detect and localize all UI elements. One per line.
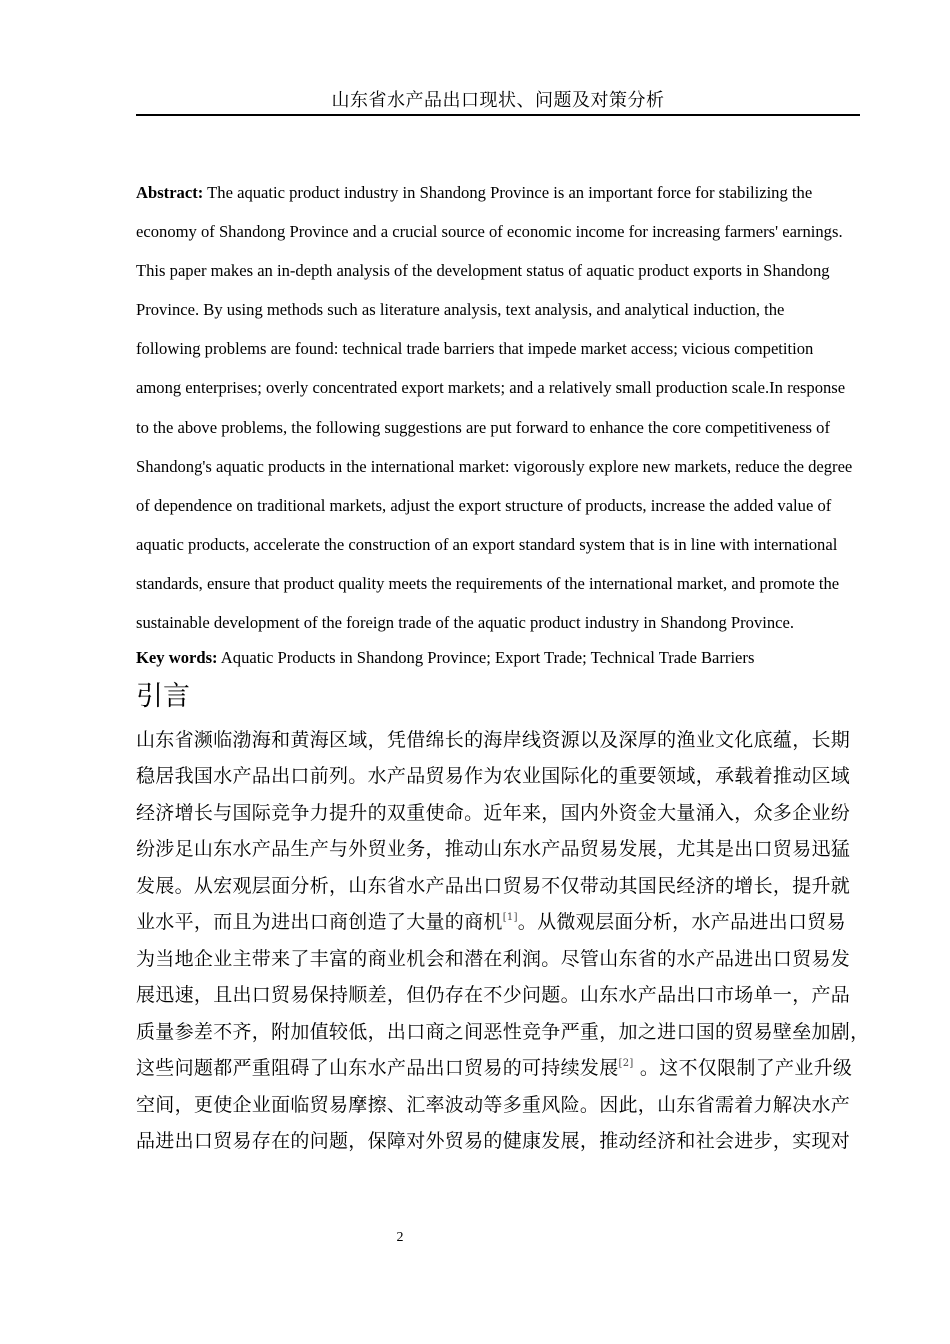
abstract-line: economy of Shandong Province and a crucial source of economic income for increasing farmers' earnings.	[136, 222, 843, 242]
running-header: 山东省水产品出口现状、问题及对策分析	[331, 90, 665, 111]
body-paragraph	[136, 722, 870, 1159]
body-line: 展迅速，且出口贸易保持顺差，但仍存在不少问题。山东水产品出口市场单一，产品	[136, 984, 851, 1007]
abstract-line: sustainable development of the foreign trade of the aquatic product industry in Shandong Province.	[136, 613, 795, 633]
abstract-line: standards, ensure that product quality meets the requirements of the international market, and promote the	[136, 573, 840, 593]
body-line: 纷涉足山东水产品生产与外贸业务，推动山东水产品贸易发展，尤其是出口贸易迅猛	[136, 838, 851, 861]
abstract-block	[136, 173, 862, 642]
abstract-line: of dependence on traditional markets, adjust the export structure of products, increase the added value of	[136, 495, 832, 515]
header-rule	[136, 114, 860, 116]
body-line: 质量参差不齐，附加值较低，出口商之间恶性竞争严重，加之进口国的贸易壁垒加剧，	[136, 1020, 870, 1043]
body-line: 空间，更使企业面临贸易摩擦、汇率波动等多重风险。因此，山东省需着力解决水产	[136, 1093, 851, 1116]
abstract-label: Abstract:	[136, 183, 204, 202]
body-line: 品进出口贸易存在的问题，保障对外贸易的健康发展，推动经济和社会进步，实现对	[136, 1129, 851, 1152]
body-line: 经济增长与国际竞争力提升的双重使命。近年来，国内外资金大量涌入，众多企业纷	[136, 801, 851, 824]
body-line: 山东省濒临渤海和黄海区域，凭借绵长的海岸线资源以及深厚的渔业文化底蕴，长期	[136, 729, 851, 751]
abstract-line: Abstract: The aquatic product industry in Shandong Province is an important force for stabilizing the	[136, 183, 813, 202]
citation-1[interactable]: [1]	[502, 912, 518, 924]
citation-2[interactable]: [2]	[618, 1058, 634, 1070]
abstract-line: aquatic products, accelerate the construction of an export standard system that is in line with international	[136, 534, 838, 554]
abstract-line: among enterprises; overly concentrated export markets; and a relatively small production scale.In response	[136, 378, 846, 398]
body-line: 发展。从宏观层面分析，山东省水产品出口贸易不仅带动其国民经济的增长，提升就	[136, 874, 851, 897]
keywords-label: Key words:	[136, 648, 218, 667]
keywords-line	[136, 648, 862, 668]
keywords-text: Aquatic Products in Shandong Province; Export Trade; Technical Trade Barriers	[217, 648, 755, 667]
abstract-line: to the above problems, the following suggestions are put forward to enhance the core competitiveness of	[136, 417, 830, 437]
abstract-line: This paper makes an in-depth analysis of the development status of aquatic product exports in Shandong	[136, 261, 830, 281]
body-line: 稳居我国水产品出口前列。水产品贸易作为农业国际化的重要领域，承载着推动区域	[136, 765, 851, 788]
abstract-line: Shandong's aquatic products in the international market: vigorously explore new markets, reduce the degree	[136, 456, 853, 476]
body-line: 业水平，而且为进出口商创造了大量的商机[1]。从微观层面分析，水产品进出口贸易	[136, 911, 846, 934]
body-line: 为当地企业主带来了丰富的商业机会和潜在利润。尽管山东省的水产品进出口贸易发	[136, 947, 851, 970]
body-line: 这些问题都严重阻碍了山东水产品出口贸易的可持续发展[2] 。这不仅限制了产业升级	[136, 1057, 853, 1080]
abstract-line: following problems are found: technical trade barriers that impede market access; vicious competition	[136, 339, 814, 359]
section-heading: 引言	[136, 681, 190, 712]
abstract-line: Province. By using methods such as literature analysis, text analysis, and analytical induction, the	[136, 300, 785, 320]
page-number: 2	[396, 1230, 404, 1245]
